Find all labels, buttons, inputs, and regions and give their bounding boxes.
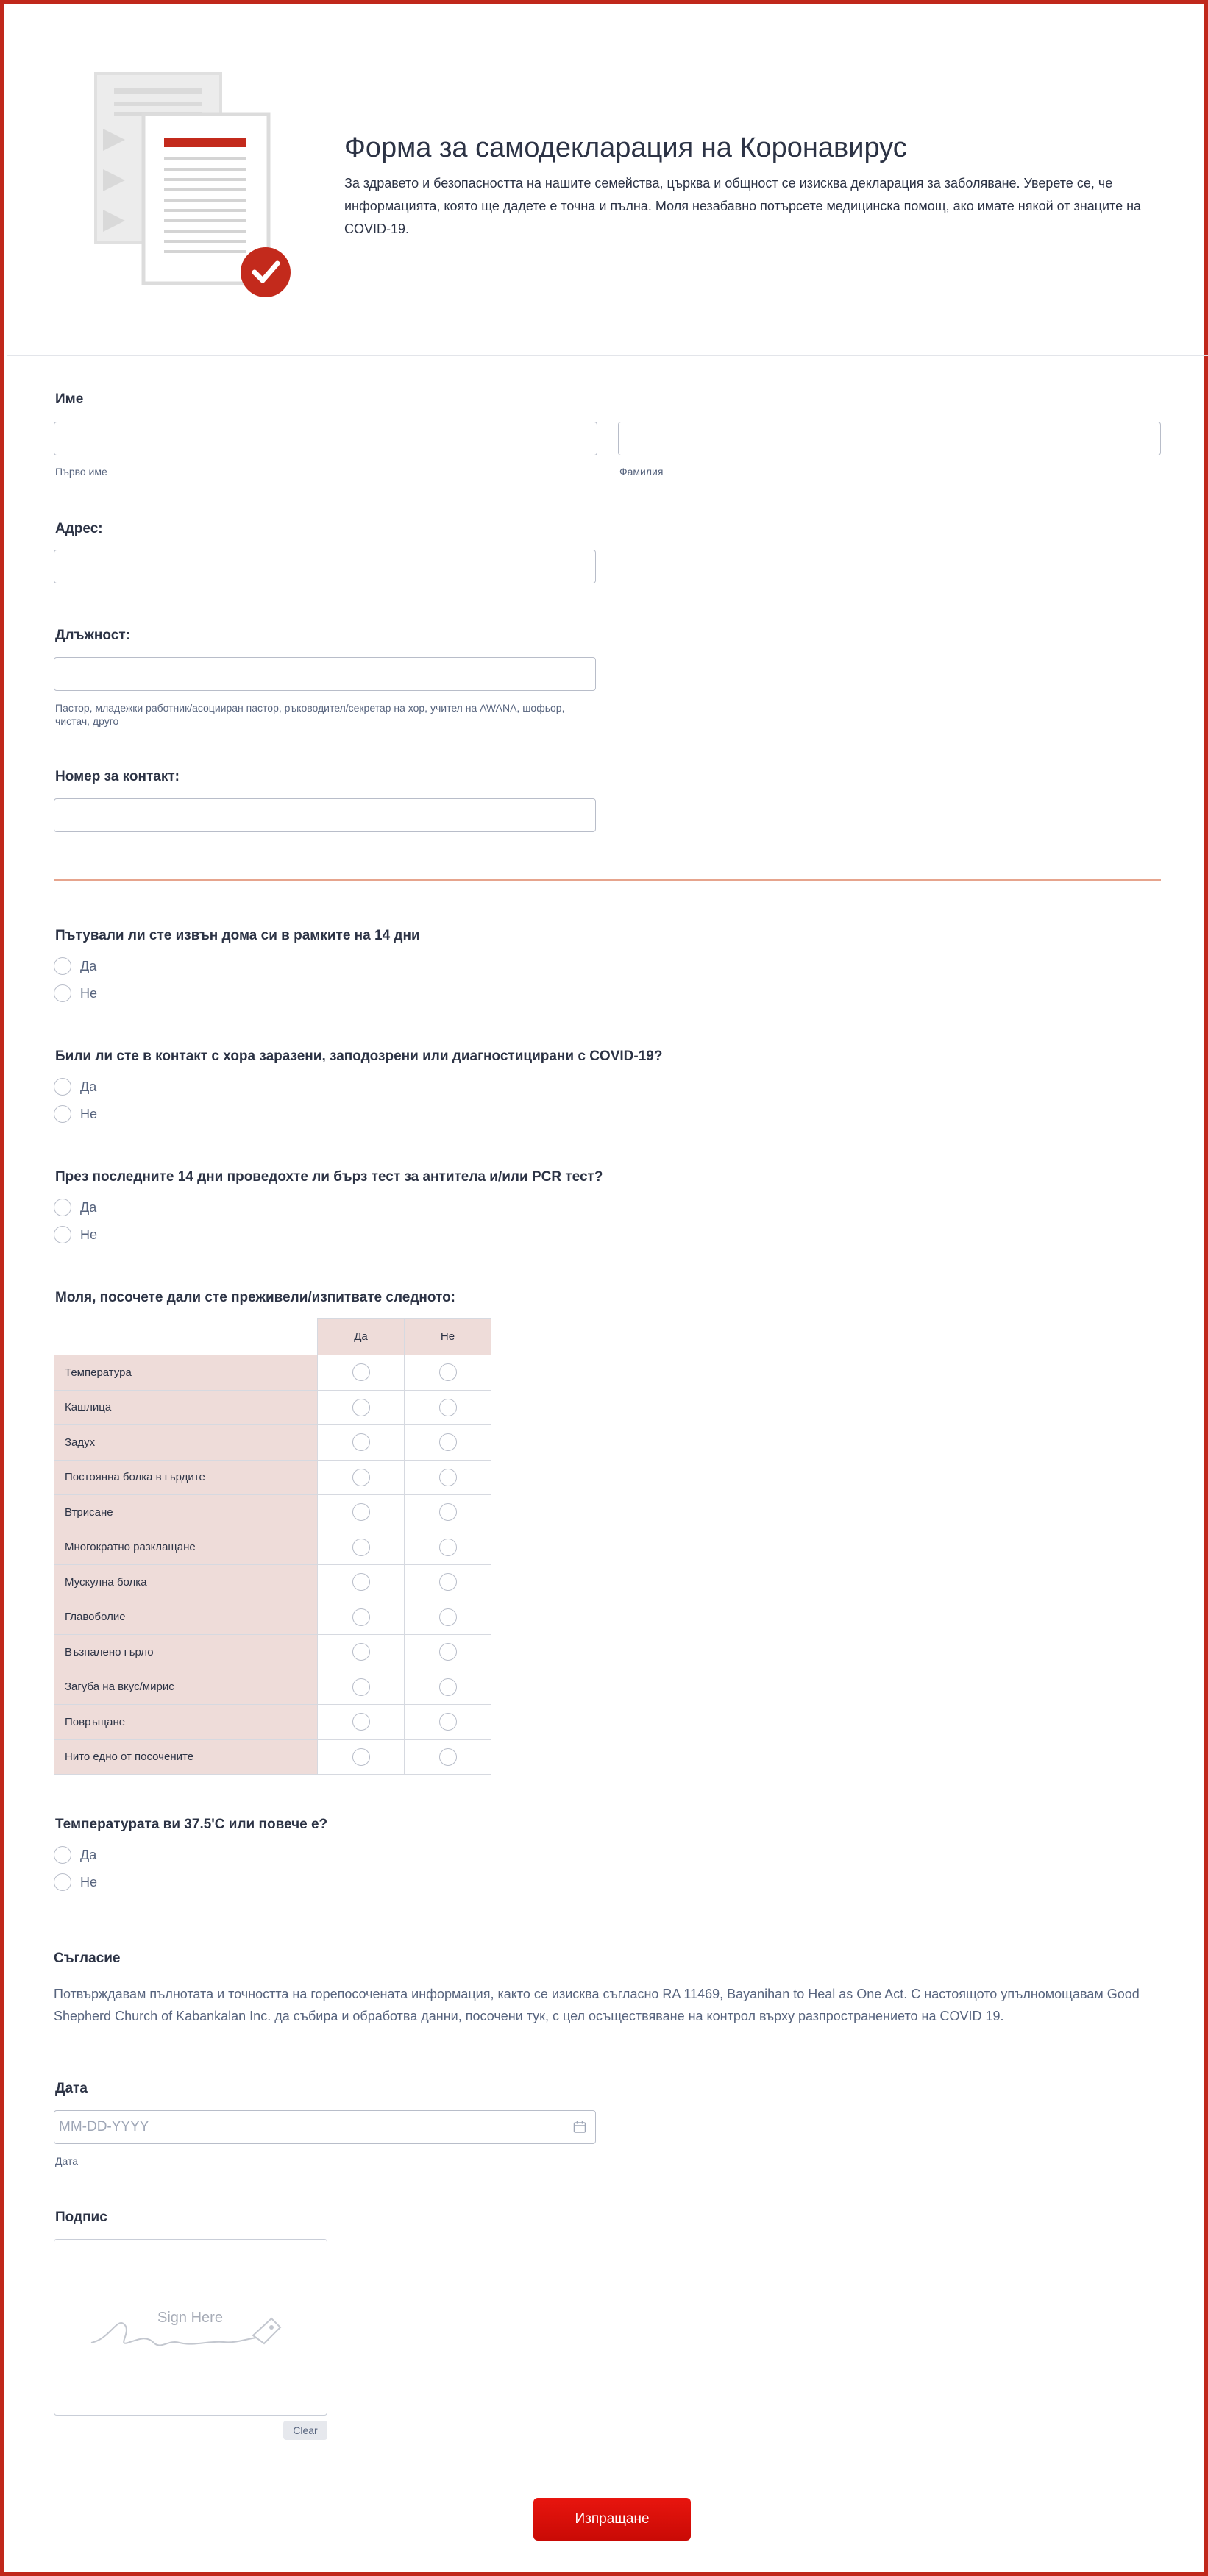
radio-circle[interactable] [352, 1608, 370, 1626]
radio-circle[interactable] [352, 1503, 370, 1521]
matrix-row [54, 1565, 491, 1600]
temperature-option-no[interactable] [54, 1873, 97, 1892]
temperature-question: Температурата ви 37.5'С или повече е? [55, 1817, 328, 1832]
matrix-row [54, 1355, 491, 1391]
matrix-cell-yes[interactable] [318, 1495, 405, 1530]
section-divider [54, 879, 1161, 881]
address-input[interactable] [54, 550, 596, 583]
matrix-row-label: Многократно разклащане [54, 1530, 318, 1565]
matrix-cell-yes[interactable] [318, 1565, 405, 1600]
first-name-input[interactable] [54, 422, 597, 455]
calendar-icon[interactable] [573, 2121, 586, 2134]
radio-circle[interactable] [352, 1399, 370, 1416]
radio-circle[interactable] [352, 1363, 370, 1381]
matrix-cell-yes[interactable] [318, 1390, 405, 1425]
matrix-cell-yes[interactable] [318, 1635, 405, 1670]
radio-circle[interactable] [439, 1748, 457, 1766]
matrix-column-yes: Да [318, 1319, 405, 1355]
matrix-cell-no[interactable] [405, 1739, 491, 1775]
matrix-row [54, 1670, 491, 1705]
test-option-no[interactable] [54, 1225, 97, 1244]
matrix-row-label: Възпалено гърло [54, 1635, 318, 1670]
radio-circle[interactable] [352, 1469, 370, 1486]
temperature-option-yes[interactable] [54, 1845, 96, 1864]
radio-circle[interactable] [439, 1469, 457, 1486]
radio-circle[interactable] [352, 1678, 370, 1696]
matrix-row-label: Мускулна болка [54, 1565, 318, 1600]
contact-option-no[interactable] [54, 1104, 97, 1124]
matrix-cell-yes[interactable] [318, 1355, 405, 1391]
matrix-row-label: Загуба на вкус/мирис [54, 1670, 318, 1705]
radio-circle[interactable] [54, 984, 71, 1002]
travel-option-no[interactable] [54, 984, 97, 1003]
matrix-row [54, 1739, 491, 1775]
radio-circle[interactable] [439, 1363, 457, 1381]
date-label: Дата [55, 2081, 88, 2096]
radio-circle[interactable] [352, 1433, 370, 1451]
matrix-cell-yes[interactable] [318, 1530, 405, 1565]
page-title: Форма за самодекларация на Коронавирус [344, 132, 907, 163]
travel-question: Пътували ли сте извън дома си в рамките на 14 дни [55, 928, 420, 943]
radio-circle[interactable] [439, 1539, 457, 1556]
last-name-input[interactable] [618, 422, 1161, 455]
travel-option-yes[interactable] [54, 957, 96, 976]
radio-circle[interactable] [54, 957, 71, 975]
matrix-row [54, 1530, 491, 1565]
signature-pad[interactable] [54, 2239, 327, 2416]
name-label: Име [55, 391, 84, 407]
consent-title: Съгласие [54, 1951, 121, 1966]
matrix-cell-no[interactable] [405, 1530, 491, 1565]
contact-option-yes[interactable] [54, 1077, 96, 1096]
matrix-row-label: Постоянна болка в гърдите [54, 1460, 318, 1495]
matrix-row-label: Втрисане [54, 1495, 318, 1530]
matrix-row-label: Задух [54, 1425, 318, 1461]
option-label: Да [80, 1847, 97, 1862]
radio-circle[interactable] [352, 1573, 370, 1591]
radio-circle[interactable] [54, 1105, 71, 1123]
radio-circle[interactable] [439, 1503, 457, 1521]
matrix-row [54, 1390, 491, 1425]
phone-input[interactable] [54, 798, 596, 832]
test-option-yes[interactable] [54, 1198, 96, 1217]
matrix-row-label: Главоболие [54, 1600, 318, 1635]
radio-circle[interactable] [352, 1713, 370, 1731]
matrix-cell-no[interactable] [405, 1460, 491, 1495]
matrix-cell-yes[interactable] [318, 1705, 405, 1740]
matrix-row-label: Температура [54, 1355, 318, 1391]
matrix-cell-no[interactable] [405, 1390, 491, 1425]
matrix-cell-yes[interactable] [318, 1670, 405, 1705]
matrix-cell-no[interactable] [405, 1495, 491, 1530]
radio-circle[interactable] [352, 1748, 370, 1766]
matrix-cell-no[interactable] [405, 1670, 491, 1705]
radio-circle[interactable] [54, 1873, 71, 1891]
form-header [7, 7, 1208, 356]
matrix-cell-yes[interactable] [318, 1460, 405, 1495]
page-description: За здравето и безопасността на нашите семейства, църква и общност се изисква декларация за заболяване. Уверете се, че информацията, която ще дадете е точна и пълна. Моля незабавно потърсете медицинска помощ, ако имате някой от знаците на COVID-19. [344, 176, 1142, 236]
position-sublabel: Пастор, младежки работник/асоцииран пастор, ръководител/секретар на хор, учител на AWANA, шофьор, чистач, друго [55, 702, 565, 727]
option-label: Да [80, 1199, 97, 1215]
matrix-cell-no[interactable] [405, 1600, 491, 1635]
radio-circle[interactable] [54, 1846, 71, 1864]
first-name-sublabel: Първо име [55, 466, 107, 478]
radio-circle[interactable] [439, 1643, 457, 1661]
matrix-row [54, 1495, 491, 1530]
matrix-cell-yes[interactable] [318, 1739, 405, 1775]
test-question: През последните 14 дни проведохте ли бърз тест за антитела и/или PCR тест? [55, 1169, 603, 1185]
signature-label: Подпис [55, 2210, 107, 2225]
radio-circle[interactable] [439, 1573, 457, 1591]
address-label: Адрес: [55, 521, 103, 536]
matrix-corner [54, 1319, 318, 1355]
matrix-cell-no[interactable] [405, 1635, 491, 1670]
matrix-row [54, 1460, 491, 1495]
signature-hint: Sign Here [157, 2310, 223, 2326]
radio-circle[interactable] [439, 1678, 457, 1696]
radio-circle[interactable] [439, 1713, 457, 1731]
matrix-column-no: Не [405, 1319, 491, 1355]
date-placeholder: MM-DD-YYYY [59, 2119, 149, 2135]
matrix-row [54, 1705, 491, 1740]
consent-text: Потвърждавам пълнотата и точността на горепосочената информация, както се изисква съгласно RA 11469, Bayanihan to Heal as One Act. С настоящото упълномощавам Good Shepherd Church of Kabankalan Inc. да събира и обработва данни, посочени тук, с цел осъществяване на контрол върху разпространението на COVID 19. [54, 1987, 1140, 2023]
radio-circle[interactable] [54, 1078, 71, 1096]
matrix-cell-yes[interactable] [318, 1425, 405, 1461]
clear-signature-button[interactable]: Clear [283, 2421, 327, 2440]
matrix-row-label: Повръщане [54, 1705, 318, 1740]
option-label: Да [80, 1079, 97, 1094]
last-name-sublabel: Фамилия [619, 466, 664, 478]
matrix-row [54, 1600, 491, 1635]
matrix-cell-yes[interactable] [318, 1600, 405, 1635]
option-label: Да [80, 958, 97, 973]
date-input[interactable] [54, 2110, 596, 2144]
radio-circle[interactable] [352, 1539, 370, 1556]
phone-label: Номер за контакт: [55, 769, 180, 784]
symptoms-matrix [54, 1318, 491, 1775]
matrix-cell-no[interactable] [405, 1425, 491, 1461]
radio-circle[interactable] [54, 1199, 71, 1216]
signature-scribble-icon [88, 2310, 294, 2354]
radio-circle[interactable] [439, 1608, 457, 1626]
position-input[interactable] [54, 657, 596, 691]
radio-circle[interactable] [439, 1399, 457, 1416]
radio-circle[interactable] [439, 1433, 457, 1451]
symptoms-question: Моля, посочете дали сте преживели/изпитвате следното: [55, 1290, 455, 1305]
radio-circle[interactable] [54, 1226, 71, 1243]
date-sublabel: Дата [55, 2155, 79, 2167]
matrix-row [54, 1635, 491, 1670]
option-label: Не [80, 1874, 98, 1890]
matrix-row-label: Нито едно от посочените [54, 1739, 318, 1775]
position-label: Длъжност: [55, 628, 130, 643]
option-label: Не [80, 1227, 98, 1242]
option-label: Не [80, 985, 98, 1001]
option-label: Не [80, 1106, 98, 1121]
contact-question: Били ли сте в контакт с хора заразени, заподозрени или диагностицирани с COVID-19? [55, 1049, 663, 1064]
matrix-row [54, 1425, 491, 1461]
submit-button[interactable]: Изпращане [533, 2498, 691, 2541]
radio-circle[interactable] [352, 1643, 370, 1661]
matrix-cell-no[interactable] [405, 1355, 491, 1391]
matrix-row-label: Кашлица [54, 1390, 318, 1425]
matrix-cell-no[interactable] [405, 1565, 491, 1600]
matrix-cell-no[interactable] [405, 1705, 491, 1740]
document-check-illustration [88, 66, 302, 302]
